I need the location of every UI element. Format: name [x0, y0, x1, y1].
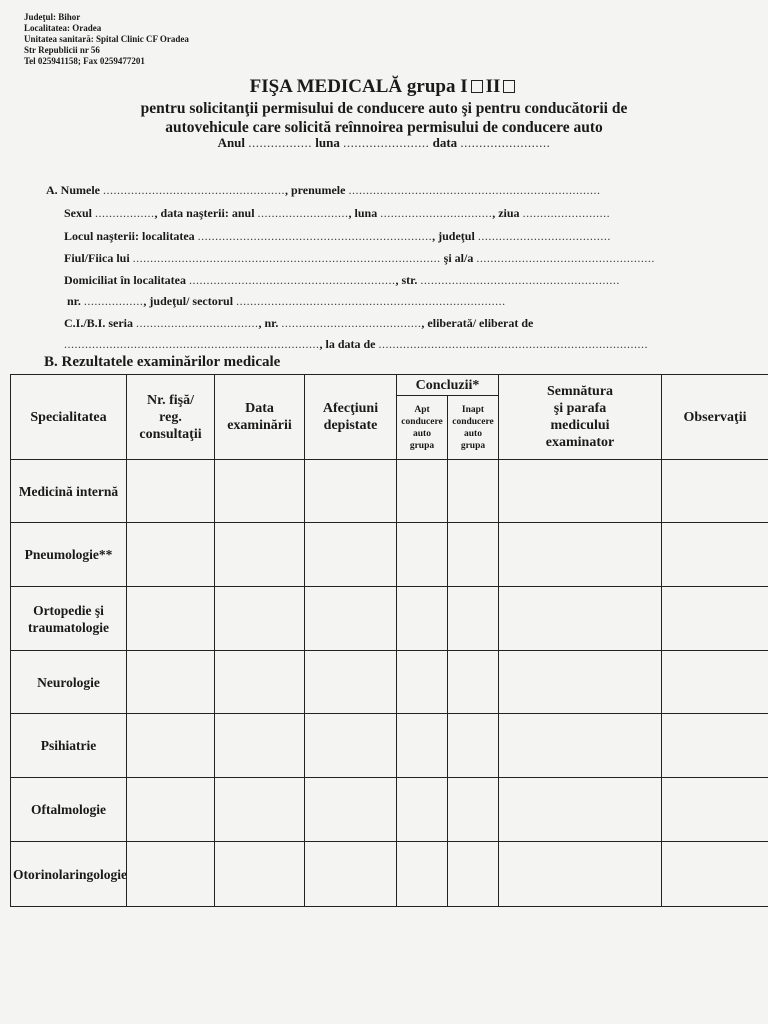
afectiuni-cell[interactable]	[305, 778, 397, 842]
nr-fisa-cell[interactable]	[127, 842, 215, 907]
specialty-name: Medicină internă	[18, 483, 119, 499]
specialty-name: Psihiatrie	[40, 738, 97, 753]
apt-cell[interactable]	[397, 587, 448, 651]
street-line: Str Republicii nr 56	[24, 45, 100, 55]
col-data-line2: examinării	[227, 418, 292, 433]
row-locul-nasterii: Locul naşterii: localitatea ..................................................................., judeţul ......................................	[64, 229, 611, 243]
table-header-row-1	[11, 375, 768, 396]
specialty-name: Oftalmologie	[31, 802, 106, 817]
afectiuni-cell[interactable]	[305, 587, 397, 651]
apt-cell[interactable]	[397, 523, 448, 587]
inapt-cell[interactable]	[448, 523, 499, 587]
row-ci: C.I./B.I. seria ..................................., nr. ........................................, eliberată/ eliberat de	[64, 316, 534, 330]
col-semnatura-line1: Semnătura	[546, 384, 614, 399]
col-apt-line1: Apt	[414, 404, 430, 415]
judet-sector-label: judeţul/ sectorul	[149, 294, 234, 308]
apt-cell[interactable]	[397, 842, 448, 907]
sexul-field[interactable]: .................	[95, 206, 155, 220]
anul-nasterii-field[interactable]: ..........................	[257, 206, 349, 220]
col-nr-fisa-line1: Nr. fişă/	[147, 392, 194, 408]
si-al-label: şi al/a	[443, 251, 474, 265]
data-cell[interactable]	[215, 842, 305, 907]
data-cell[interactable]	[215, 778, 305, 842]
col-inapt-line3: auto	[464, 428, 482, 439]
col-inapt-line4: grupa	[460, 440, 486, 451]
county-line: Judeţul: Bihor	[24, 12, 81, 22]
table-row	[11, 651, 768, 714]
observatii-cell[interactable]	[662, 523, 768, 587]
data-cell[interactable]	[215, 714, 305, 778]
specialty-name-line2: traumatologie	[28, 619, 109, 635]
phone-line: Tel 025941158; Fax 0259477201	[24, 56, 145, 66]
nr-field[interactable]: .................	[83, 294, 144, 308]
col-inapt-line1: Inapt	[461, 404, 485, 415]
judetul-nastere-label: judeţul	[438, 229, 475, 243]
table-row	[11, 714, 768, 778]
data-label: data	[432, 135, 458, 150]
specialty-cell	[11, 587, 127, 651]
data-cell[interactable]	[215, 587, 305, 651]
specialty-cell	[11, 778, 127, 842]
inapt-cell[interactable]	[448, 842, 499, 907]
ziua-label: ziua	[498, 206, 520, 220]
col-observatii: Observaţii	[662, 375, 768, 460]
section-b-title: B. Rezultatele examinărilor medicale	[44, 354, 281, 370]
semnatura-cell[interactable]	[499, 778, 662, 842]
observatii-cell[interactable]	[662, 778, 768, 842]
localitate-nastere-field[interactable]: ...................................................................	[197, 229, 433, 243]
specialty-name: Otorinolaringologie	[13, 866, 127, 882]
semnatura-cell[interactable]	[499, 714, 662, 778]
ziua-field[interactable]: .........................	[522, 206, 611, 220]
nr-fisa-cell[interactable]	[127, 460, 215, 523]
specialty-cell	[11, 523, 127, 587]
data-nasterii-label: data naşterii: anul	[160, 206, 255, 220]
col-nr-fisa-line3: consultaţii	[139, 426, 202, 442]
domiciliu-localitate-field[interactable]: ...........................................................	[188, 273, 396, 287]
col-nr-fisa-line2: reg.	[159, 409, 182, 425]
luna-label: luna	[315, 135, 340, 150]
afectiuni-cell[interactable]	[305, 842, 397, 907]
col-data	[215, 375, 305, 460]
eliberata-label: eliberată/ eliberat de	[427, 316, 534, 330]
semnatura-cell[interactable]	[499, 587, 662, 651]
row-nr-judet: nr. ................., judeţul/ sectorul .............................................................................	[67, 294, 506, 308]
col-apt-line2: conducere	[401, 416, 443, 427]
col-semnatura	[499, 375, 662, 460]
data-cell[interactable]	[215, 523, 305, 587]
row-numele: A. Numele ...................................................., prenumele ........................................................................	[46, 183, 601, 197]
col-concluzii: Concluzii*	[397, 375, 499, 396]
observatii-cell[interactable]	[662, 460, 768, 523]
apt-cell[interactable]	[397, 651, 448, 714]
judetul-nastere-field[interactable]: ......................................	[477, 229, 611, 243]
anul-field[interactable]: .................	[248, 135, 313, 150]
luna-field[interactable]: .......................	[343, 135, 430, 150]
inapt-cell[interactable]	[448, 587, 499, 651]
observatii-cell[interactable]	[662, 714, 768, 778]
numele-field[interactable]: ....................................................	[103, 183, 285, 197]
specialty-cell	[11, 460, 127, 523]
date-line	[0, 135, 768, 151]
nr-label: nr.	[67, 294, 81, 308]
data-field[interactable]: ........................	[460, 135, 551, 150]
group2-checkbox[interactable]	[503, 80, 515, 93]
section-a-letter: A.	[46, 183, 58, 197]
luna-nasterii-field[interactable]: ................................	[380, 206, 493, 220]
strada-field[interactable]: .........................................................	[420, 273, 620, 287]
locul-nasterii-label: Locul naşterii: localitatea	[64, 229, 195, 243]
col-semnatura-line4: examinator	[545, 435, 615, 450]
nr-fisa-cell[interactable]	[127, 587, 215, 651]
col-afectiuni-line2: depistate	[323, 418, 378, 433]
col-afectiuni-line1: Afecţiuni	[322, 401, 379, 416]
inapt-cell[interactable]	[448, 778, 499, 842]
col-data-line1: Data	[245, 401, 274, 416]
ci-seria-label: C.I./B.I. seria	[64, 316, 133, 330]
ci-nr-label: nr.	[264, 316, 279, 330]
inapt-cell[interactable]	[448, 460, 499, 523]
data-cell[interactable]	[215, 651, 305, 714]
nr-fisa-cell[interactable]	[127, 714, 215, 778]
table-row	[11, 778, 768, 842]
semnatura-cell[interactable]	[499, 842, 662, 907]
prenumele-label: prenumele	[291, 183, 346, 197]
eliberat-de-field[interactable]: .........................................................................	[64, 337, 320, 351]
afectiuni-cell[interactable]	[305, 651, 397, 714]
specialty-name: Pneumologie**	[24, 547, 113, 562]
table-body	[11, 460, 768, 907]
afectiuni-cell[interactable]	[305, 460, 397, 523]
observatii-cell[interactable]	[662, 587, 768, 651]
col-semnatura-line2: şi parafa	[553, 401, 607, 416]
numele-label: Numele	[60, 183, 100, 197]
sexul-label: Sexul	[64, 206, 93, 220]
nr-fisa-cell[interactable]	[127, 778, 215, 842]
fiul-label: Fiul/Fiica lui	[64, 251, 130, 265]
col-apt-line3: auto	[413, 428, 431, 439]
la-data-label: la data de	[325, 337, 376, 351]
specialty-cell	[11, 714, 127, 778]
col-inapt-line2: conducere	[452, 416, 494, 427]
afectiuni-cell[interactable]	[305, 523, 397, 587]
data-cell[interactable]	[215, 460, 305, 523]
institution-header	[24, 12, 189, 67]
examinations-table	[10, 374, 768, 907]
apt-cell[interactable]	[397, 714, 448, 778]
row-fiul	[64, 251, 655, 266]
specialty-cell	[11, 651, 127, 714]
inapt-cell[interactable]	[448, 714, 499, 778]
tata-field[interactable]: ........................................................................................	[132, 251, 441, 265]
ci-nr-field[interactable]: ........................................	[281, 316, 422, 330]
col-afectiuni	[305, 375, 397, 460]
row-sexul: Sexul ................., data naşterii: anul .........................., luna ................................, ziua .........................	[64, 206, 611, 220]
form-title	[0, 76, 768, 98]
ci-seria-field[interactable]: ...................................	[136, 316, 259, 330]
form-subtitle	[0, 99, 768, 137]
row-domiciliu: Domiciliat în localitatea ..........................................................., str. .........................................................	[64, 273, 620, 287]
judet-sector-field[interactable]: .............................................................................	[236, 294, 506, 308]
group1-checkbox[interactable]	[471, 80, 483, 93]
group2-label: II	[485, 76, 501, 97]
col-nr-fisa	[127, 375, 215, 460]
col-specialitatea: Specialitatea	[11, 375, 127, 460]
subtitle-line-1: pentru solicitanţii permisului de conducere auto şi pentru conducătorii de	[140, 100, 628, 117]
afectiuni-cell[interactable]	[305, 714, 397, 778]
table-row	[11, 523, 768, 587]
semnatura-cell[interactable]	[499, 460, 662, 523]
locality-line: Localitatea: Oradea	[24, 23, 102, 33]
unit-line: Unitatea sanitară: Spital Clinic CF Oradea	[24, 34, 189, 44]
col-inapt	[448, 396, 499, 460]
form-title-text: FIŞA MEDICALĂ grupa I	[249, 76, 468, 97]
observatii-cell[interactable]	[662, 842, 768, 907]
col-semnatura-line3: medicului	[550, 418, 610, 433]
specialty-name: Ortopedie şi	[33, 602, 104, 618]
apt-cell[interactable]	[397, 460, 448, 523]
inapt-cell[interactable]	[448, 651, 499, 714]
apt-cell[interactable]	[397, 778, 448, 842]
col-apt	[397, 396, 448, 460]
luna-nasterii-label: luna	[354, 206, 378, 220]
semnatura-cell[interactable]	[499, 651, 662, 714]
prenumele-field[interactable]: ........................................................................	[348, 183, 601, 197]
table-row	[11, 587, 768, 651]
mama-field[interactable]: ...................................................	[476, 251, 655, 265]
table-row	[11, 842, 768, 907]
subtitle-line-2: autovehicule care solicită reînnoirea permisului de conducere auto	[165, 119, 603, 136]
specialty-name: Neurologie	[37, 674, 100, 690]
domiciliat-label: Domiciliat în localitatea	[64, 273, 186, 287]
la-data-field[interactable]: .............................................................................	[378, 337, 649, 351]
observatii-cell[interactable]	[662, 651, 768, 714]
anul-label: Anul	[217, 135, 246, 150]
semnatura-cell[interactable]	[499, 523, 662, 587]
nr-fisa-cell[interactable]	[127, 523, 215, 587]
row-la-data: ........................................................................., la data de .............................................................................	[64, 337, 649, 351]
table-row	[11, 460, 768, 523]
nr-fisa-cell[interactable]	[127, 651, 215, 714]
col-apt-line4: grupa	[409, 440, 435, 451]
str-label: str.	[401, 273, 418, 287]
specialty-cell	[11, 842, 127, 907]
